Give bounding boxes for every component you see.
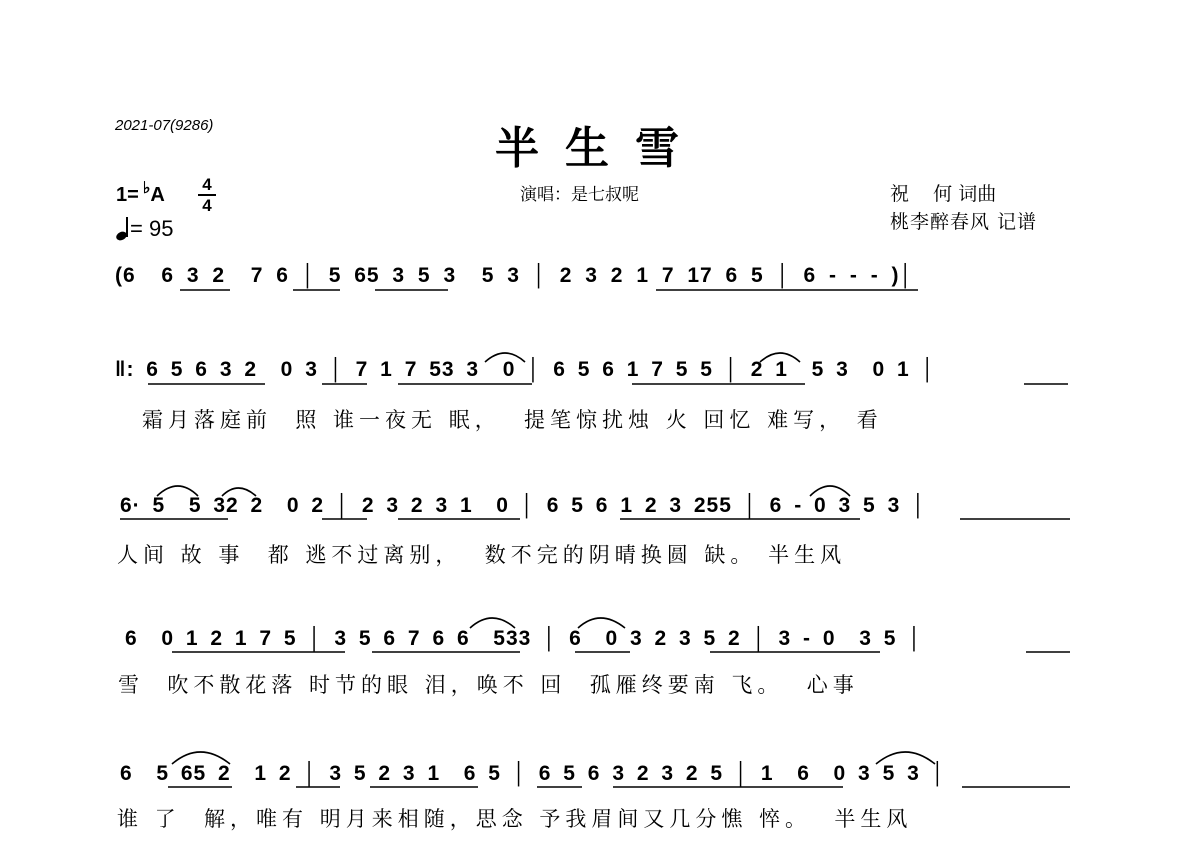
line1-notes: ‖: 6 5 6 3 2 0 3 │ 7 1 7 53 3 0 │ 6 5 6 1 7 5 5 │ 2 1 5 3 0 1 │ (115, 358, 936, 381)
tempo-marking (116, 216, 173, 242)
key-prefix: 1= (116, 184, 139, 206)
flat-sign: ♭ (142, 180, 151, 197)
time-signature-top: 4 (202, 175, 212, 194)
lyricist-composer-credit (890, 179, 996, 206)
line3-notes: 6 0 1 2 1 7 5 │ 3 5 6 7 6 6 533 │ 6 0 3 2 3 5 2 │ 3 - 0 3 5 │ (125, 627, 923, 650)
key-signature (116, 178, 165, 207)
catalog-number: 2021-07(9286) (115, 117, 214, 134)
line3-lyrics: 雪 吹不散花落 时节的眼 泪，唤不 回 孤雁终要南 飞。 心事 (118, 673, 859, 697)
intro-notes: (6 6 3 2 7 6 │ 5 65 3 5 3 5 3 │ 2 3 2 1 7 17 6 5 │ 6 - - - )│ (115, 264, 914, 287)
line4-lyrics: 谁 了 解，唯有 明月来相随，思念 予我眉间又几分憔 悴。 半生风 (117, 807, 913, 831)
song-title: 半生雪 (495, 123, 705, 174)
time-signature (198, 176, 216, 214)
line2-lyrics: 人间 故 事 都 逃不过离别， 数不完的阴晴换圆 缺。 半生风 (117, 543, 847, 567)
quarter-note-icon (116, 216, 130, 240)
key-note: A (150, 184, 165, 206)
time-signature-bottom: 4 (202, 196, 212, 215)
tempo-value: = 95 (130, 216, 174, 241)
lyricist-composer-role: 词曲 (958, 183, 997, 205)
lyricist-composer-names: 祝 何 (890, 183, 953, 205)
line4-notes: 6 5 65 2 1 2 │ 3 5 2 3 1 6 5 │ 6 5 6 3 2 3 2 5 │ 1 6 0 3 5 3 │ (120, 762, 946, 785)
transcriber-credit: 桃李醉春风 记谱 (890, 211, 1038, 233)
singer-credit: 演唱：是七叔呢 (520, 185, 639, 205)
line1-lyrics: 霜月落庭前 照 谁一夜无 眠， 提笔惊扰烛 火 回忆 难写， 看 (142, 408, 883, 432)
line2-notes: 6· 5 5 32 2 0 2 │ 2 3 2 3 1 0 │ 6 5 6 1 2 3 255 │ 6 - 0 3 5 3 │ (120, 494, 927, 517)
